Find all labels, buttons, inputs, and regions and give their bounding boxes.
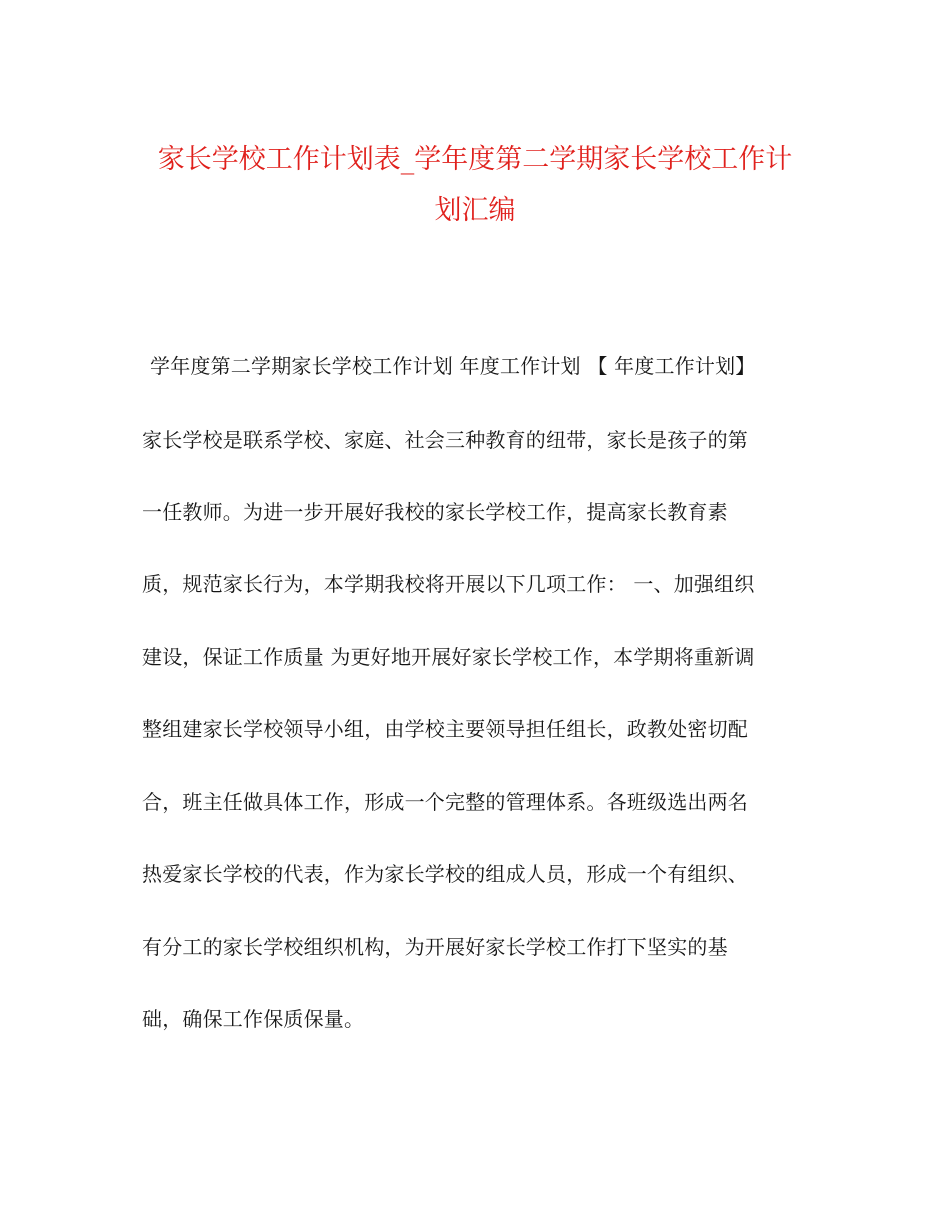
document-title-line-1: 家长学校工作计划表_学年度第二学期家长学校工作计 (157, 144, 793, 175)
body-line-3: 一任教师。为进一步开展好我校的家长学校工作，提高家长教育素 (142, 500, 728, 524)
body-line-1: 学年度第二学期家长学校工作计划 年度工作计划 【 年度工作计划】 (150, 354, 756, 378)
body-line-2: 家长学校是联系学校、家庭、社会三种教育的纽带，家长是孩子的第 (142, 428, 748, 452)
body-line-7: 合，班主任做具体工作，形成一个完整的管理体系。各班级选出两名 (142, 790, 748, 814)
body-line-10: 础，确保工作保质保量。 (142, 1007, 365, 1031)
body-line-8: 热爱家长学校的代表，作为家长学校的组成人员，形成一个有组织、 (142, 862, 748, 886)
body-line-5: 建设，保证工作质量 为更好地开展好家长学校工作，本学期将重新调 (142, 645, 755, 669)
body-line-6: 整组建家长学校领导小组，由学校主要领导担任组长，政教处密切配 (142, 717, 748, 741)
body-line-4: 质，规范家长行为，本学期我校将开展以下几项工作： 一、加强组织 (142, 572, 755, 596)
body-line-9: 有分工的家长学校组织机构，为开展好家长学校工作打下坚实的基 (142, 935, 728, 959)
document-title-line-2: 划汇编 (434, 195, 516, 226)
